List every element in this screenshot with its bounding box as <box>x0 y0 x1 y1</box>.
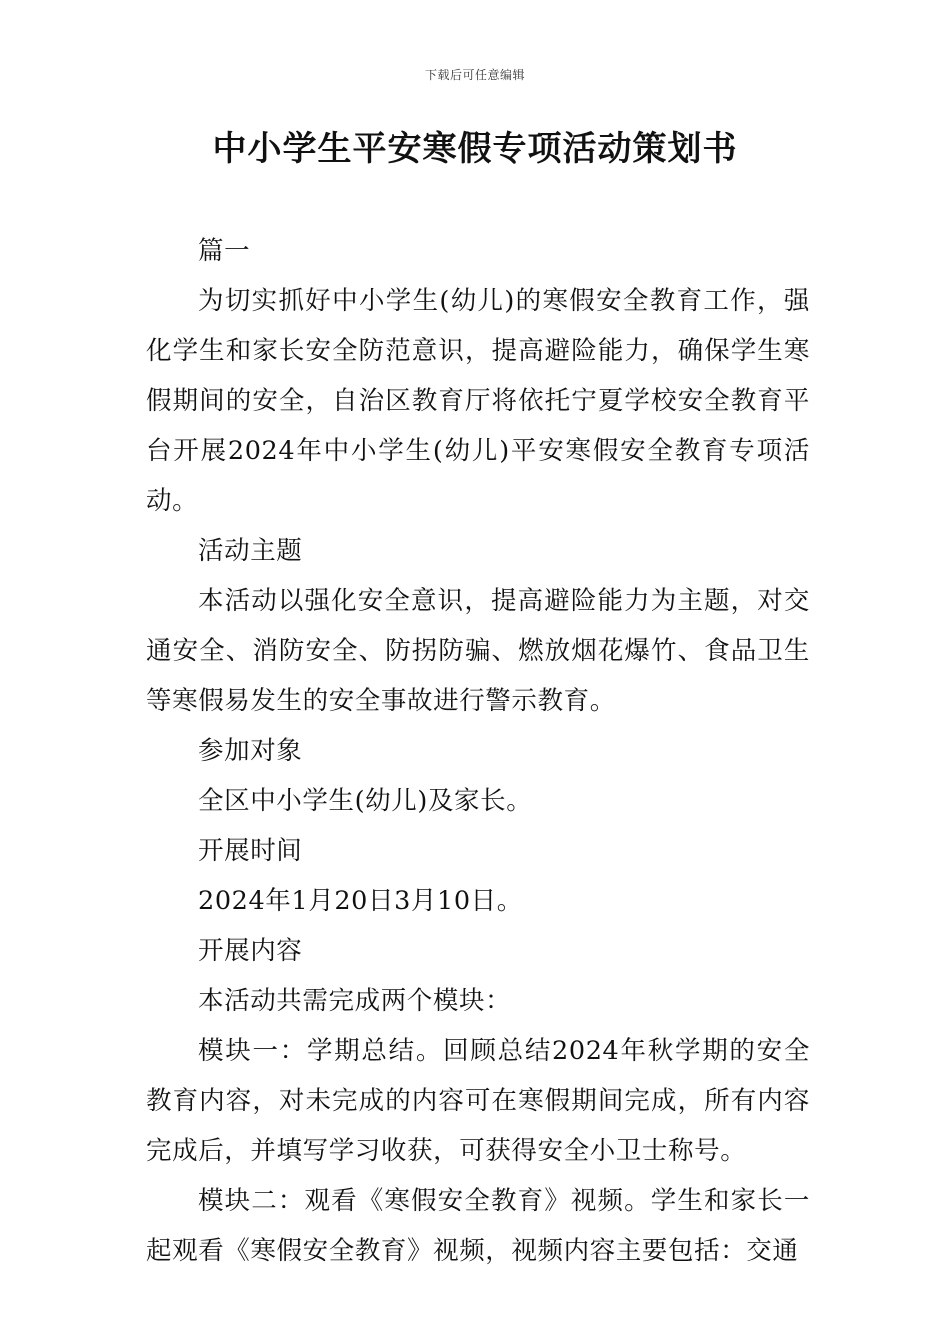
module-one-paragraph: 模块一：学期总结。回顾总结2024年秋学期的安全教育内容，对未完成的内容可在寒假期间完成，所有内容完成后，并填写学习收获，可获得安全小卫士称号。 <box>146 1036 810 1166</box>
header-note: 下载后可任意编辑 <box>424 68 525 82</box>
activity-theme-paragraph: 本活动以强化安全意识，提高避险能力为主题，对交通安全、消防安全、防拐防骗、燃放烟花爆竹、食品卫生等寒假易发生的安全事故进行警示教育。 <box>146 586 810 716</box>
heading-activity-theme: 活动主题 <box>198 536 303 566</box>
module-two-paragraph: 模块二：观看《寒假安全教育》视频。学生和家长一起观看《寒假安全教育》视频，视频内容主要包括：交通 <box>146 1186 810 1266</box>
heading-participants: 参加对象 <box>198 736 303 766</box>
intro-paragraph: 为切实抓好中小学生(幼儿)的寒假安全教育工作，强化学生和家长安全防范意识，提高避险能力，确保学生寒假期间的安全，自治区教育厅将依托宁夏学校安全教育平台开展2024年中小学生(幼儿)平安寒假安全教育专项活动。 <box>146 286 810 516</box>
document-body <box>146 226 810 1276</box>
document-title: 中小学生平安寒假专项活动策划书 <box>212 129 738 169</box>
schedule-paragraph: 2024年1月20日3月10日。 <box>198 886 523 916</box>
section-label-part-one: 篇一 <box>198 236 251 266</box>
heading-schedule: 开展时间 <box>198 836 303 866</box>
content-intro-paragraph: 本活动共需完成两个模块： <box>198 986 512 1016</box>
heading-content: 开展内容 <box>198 936 303 966</box>
participants-paragraph: 全区中小学生(幼儿)及家长。 <box>198 786 533 816</box>
